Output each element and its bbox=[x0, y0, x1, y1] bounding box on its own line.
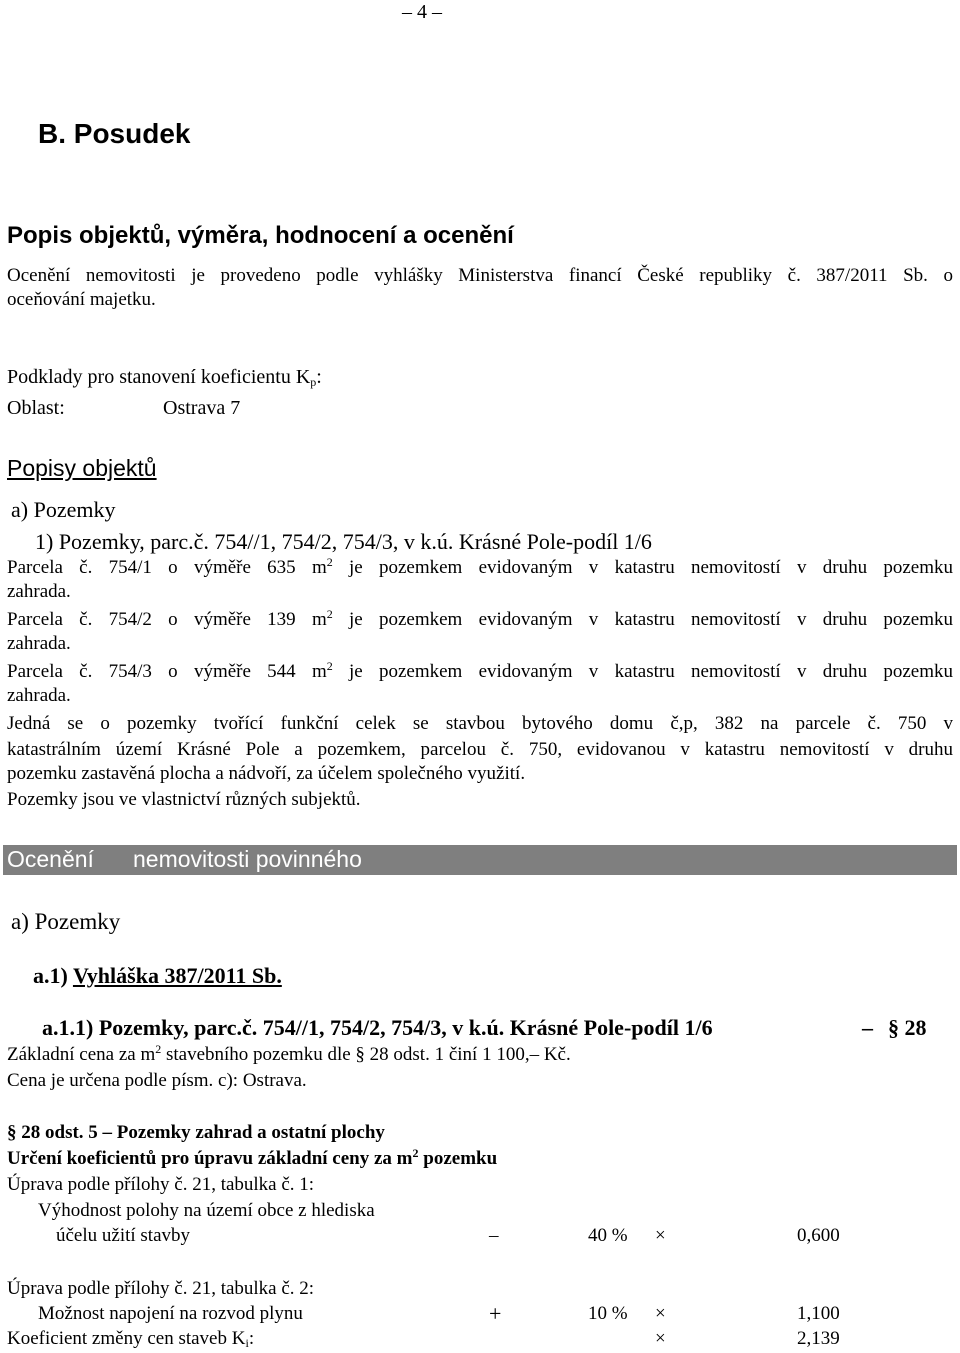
tab2-value: 1,100 bbox=[797, 1303, 840, 1324]
tab2-row: Možnost napojení na rozvod plynu bbox=[38, 1303, 303, 1324]
vlastnictvi-line: Pozemky jsou ve vlastnictví různých subjektů. bbox=[7, 789, 361, 810]
tab1-value: 0,600 bbox=[797, 1225, 840, 1246]
parcel-2-line2: zahrada. bbox=[7, 633, 71, 654]
parcel-2-text: Parcela č. 754/2 o výměře 139 m bbox=[7, 609, 327, 630]
parcel-1-text: Parcela č. 754/1 o výměře 635 m bbox=[7, 557, 327, 578]
popisy-heading-text: Popisy objektů bbox=[7, 455, 157, 481]
item1-heading: 1) Pozemky, parc.č. 754//1, 754/2, 754/3, v k.ú. Krásné Pole-podíl 1/6 bbox=[35, 529, 652, 554]
urceni-sup: 2 bbox=[412, 1146, 419, 1160]
cena-urcena-line: Cena je určena podle písm. c): Ostrava. bbox=[7, 1070, 307, 1091]
parcel-3-text-end: je pozemkem evidovaným v katastru nemovitostí v druhu pozemku bbox=[332, 661, 953, 682]
parcel-1-line2: zahrada. bbox=[7, 581, 71, 602]
ki-subscript: i bbox=[245, 1336, 249, 1350]
popisy-heading bbox=[7, 455, 157, 482]
tab1-row-line2: účelu užití stavby bbox=[56, 1225, 191, 1246]
tab2-label: Úprava podle přílohy č. 21, tabulka č. 2: bbox=[7, 1278, 315, 1299]
zaklad-text: Základní cena za m bbox=[7, 1044, 156, 1065]
jedna-line3: pozemku zastavěná plocha a nádvoří, za účelem společného využití. bbox=[7, 763, 526, 784]
bar-word2: nemovitosti povinného bbox=[133, 846, 362, 872]
parcel-2-sup: 2 bbox=[326, 607, 333, 621]
zaklad-text-end: stavebního pozemku dle § 28 odst. 1 činí 1 100,– Kč. bbox=[161, 1044, 571, 1065]
a11-dash: – bbox=[862, 1015, 873, 1040]
a1-heading bbox=[33, 963, 282, 989]
parcel-3-line2: zahrada. bbox=[7, 685, 71, 706]
parcel-1-text-end: je pozemkem evidovaným v katastru nemovitostí v druhu pozemku bbox=[332, 557, 953, 578]
parcel-3-line1 bbox=[7, 659, 953, 685]
jedna-line1: Jedná se o pozemky tvořící funkční celek se stavbou bytového domu č,p, 382 na parcele č. 750 v bbox=[7, 713, 953, 734]
tab2-sign: + bbox=[489, 1301, 502, 1326]
oblast-value: Ostrava 7 bbox=[163, 397, 241, 419]
parcel-1-sup: 2 bbox=[326, 555, 333, 569]
urceni-text: Určení koeficientů pro úpravu základní ceny za m bbox=[7, 1148, 413, 1169]
tab1-row-line1: Výhodnost polohy na území obce z hlediska bbox=[38, 1200, 375, 1221]
zaklad-line bbox=[7, 1044, 571, 1066]
parcel-2-line1 bbox=[7, 607, 953, 633]
ki-label bbox=[7, 1328, 254, 1350]
tab1-label: Úprava podle přílohy č. 21, tabulka č. 1: bbox=[7, 1174, 315, 1195]
urceni-heading bbox=[7, 1148, 497, 1170]
kp-colon: : bbox=[316, 366, 322, 388]
a1-title: Vyhláška 387/2011 Sb. bbox=[72, 963, 282, 988]
intro-line2: oceňování majetku. bbox=[7, 289, 156, 310]
section-title: B. Posudek bbox=[38, 118, 191, 149]
page-number: – 4 – bbox=[402, 1, 442, 23]
a1-number: a.1) bbox=[33, 963, 68, 988]
ki-colon: : bbox=[248, 1328, 255, 1349]
ki-times: × bbox=[655, 1328, 666, 1349]
intro-line1: Ocenění nemovitosti je provedeno podle vyhlášky Ministerstva financí České republiky č. 387/2011 Sb. o bbox=[7, 265, 953, 286]
s28-heading: § 28 odst. 5 – Pozemky zahrad a ostatní plochy bbox=[7, 1122, 385, 1143]
a-pozemky-heading: a) Pozemky bbox=[11, 497, 116, 522]
a-pozemky2-heading: a) Pozemky bbox=[11, 909, 121, 934]
parcel-3-sup: 2 bbox=[326, 659, 333, 673]
urceni-text-end: pozemku bbox=[418, 1148, 498, 1169]
parcel-3-text: Parcela č. 754/3 o výměře 544 m bbox=[7, 661, 327, 682]
ki-label-text: Koeficient změny cen staveb K bbox=[7, 1328, 246, 1349]
tab1-percent: 40 % bbox=[588, 1225, 628, 1246]
kp-subscript: p bbox=[310, 375, 317, 389]
tab2-times: × bbox=[655, 1303, 666, 1324]
a11-heading: a.1.1) Pozemky, parc.č. 754//1, 754/2, 754/3, v k.ú. Krásné Pole-podíl 1/6 bbox=[42, 1015, 713, 1040]
kp-heading bbox=[7, 366, 322, 389]
oceneni-heading-bar bbox=[3, 845, 957, 875]
parcel-1-line1 bbox=[7, 555, 953, 581]
ki-value: 2,139 bbox=[797, 1328, 840, 1349]
parcel-2-text-end: je pozemkem evidovaným v katastru nemovitostí v druhu pozemku bbox=[332, 609, 953, 630]
tab1-sign: – bbox=[489, 1225, 499, 1246]
heading-main: Popis objektů, výměra, hodnocení a ocenění bbox=[7, 222, 514, 249]
kp-heading-text: Podklady pro stanovení koeficientu K bbox=[7, 366, 311, 388]
zaklad-sup: 2 bbox=[155, 1042, 162, 1056]
tab2-percent: 10 % bbox=[588, 1303, 628, 1324]
jedna-line2: katastrálním území Krásné Pole a pozemkem, parcelou č. 750, evidovanou v katastru nemovitostí v druhu bbox=[7, 739, 953, 760]
a11-paragraph: § 28 bbox=[888, 1015, 927, 1040]
bar-word1: Ocenění bbox=[7, 846, 94, 872]
oblast-label: Oblast: bbox=[7, 397, 65, 419]
tab1-times: × bbox=[655, 1225, 666, 1246]
